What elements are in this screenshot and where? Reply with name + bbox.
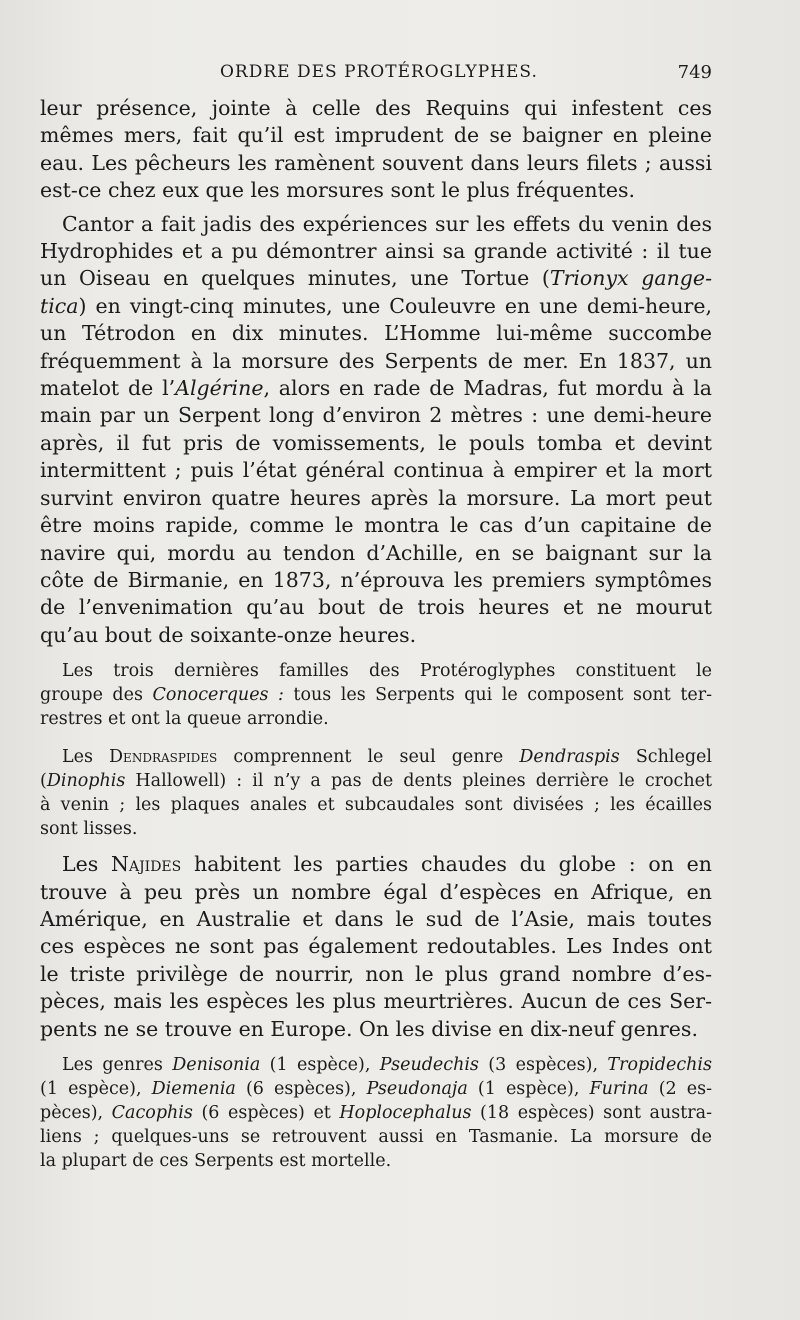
text-span: fréquemment à la morsure des Serpents de mer. En 1837, un [40, 348, 712, 373]
text-span: la plupart de ces Serpents est mortelle. [40, 1150, 392, 1171]
paragraph-gap [40, 731, 712, 745]
text-line [40, 430, 712, 457]
text-line [40, 906, 712, 933]
text-span: Amérique, en Australie et dans le sud de l’Asie, mais toutes [40, 906, 712, 931]
text-span: Les [62, 747, 110, 768]
text-line [40, 320, 712, 347]
italic-text: Pseudechis [379, 1054, 479, 1075]
text-span: (3 espèces), [478, 1054, 608, 1075]
text-span: un Tétrodon en dix minutes. L’Homme lui-même succombe [40, 321, 712, 346]
text-line [40, 745, 712, 769]
text-span: Hallowell) : il n’y a pas de dents pleines derrière le crochet [125, 771, 712, 792]
italic-text: Algérine [175, 376, 264, 401]
paragraph [40, 211, 712, 650]
text-span: pèces, mais les espèces les plus meurtrières. Aucun de ces Ser- [40, 989, 712, 1014]
text-span: pents ne se trouve en Europe. On les divise en dix-neuf genres. [40, 1016, 698, 1041]
text-line [40, 961, 712, 988]
italic-text: Tropidechis [607, 1054, 712, 1075]
text-span: sont lisses. [40, 819, 138, 840]
text-span: ces espèces ne sont pas également redoutables. Les Indes ont [40, 934, 712, 959]
paragraph-gap [40, 841, 712, 851]
text-line [40, 348, 712, 375]
text-span: tous les Serpents qui le composent sont ter- [283, 685, 712, 706]
text-line [40, 707, 712, 731]
paragraph-gap [40, 649, 712, 659]
text-line [40, 1125, 712, 1149]
italic-text: Hoplocephalus [339, 1102, 472, 1123]
italic-text: Furina [589, 1078, 649, 1099]
text-line [40, 238, 712, 265]
text-line [40, 933, 712, 960]
paragraph [40, 1053, 712, 1173]
text-span: de l’envenimation qu’au bout de trois heures et ne mourut [40, 595, 712, 620]
text-span: côte de Birmanie, en 1873, n’éprouva les premiers symptômes [40, 567, 712, 592]
text-span: habitent les parties chaudes du globe : on en [181, 852, 712, 877]
text-line [40, 817, 712, 841]
text-line [40, 375, 712, 402]
italic-text: tica [40, 293, 79, 318]
text-line [40, 1149, 712, 1173]
text-span: main par un Serpent long d’environ 2 mètres : une demi-heure [40, 403, 712, 428]
text-span: (1 espèce), [40, 1078, 152, 1099]
italic-text: Diemenia [151, 1078, 236, 1099]
text-span: (1 espèce), [260, 1054, 380, 1075]
paragraph [40, 659, 712, 731]
italic-text: Conocerques : [152, 685, 284, 706]
text-line [40, 122, 712, 149]
text-span: un Oiseau en quelques minutes, une Tortue ( [40, 266, 550, 291]
body-text [40, 95, 712, 1173]
text-line [40, 683, 712, 707]
text-span: après, il fut pris de vomissements, le pouls tomba et devint [40, 430, 712, 455]
text-span: (2 es- [648, 1078, 712, 1099]
text-span: survint environ quatre heures après la morsure. La mort peut [40, 485, 712, 510]
italic-text: Dinophis [46, 771, 126, 792]
paragraph-gap [40, 1043, 712, 1053]
text-line [40, 95, 712, 122]
text-span: , alors en rade de Madras, fut mordu à la [263, 376, 712, 401]
text-span: (18 espèces) sont austra- [471, 1102, 712, 1123]
text-line [40, 265, 712, 292]
text-span: (6 espèces), [235, 1078, 367, 1099]
running-title: ORDRE DES PROTÉROGLYPHES. [220, 62, 538, 82]
text-span: Les [62, 852, 112, 877]
italic-text: Trionyx gange- [549, 266, 712, 291]
text-line [40, 485, 712, 512]
text-span: Schlegel [619, 747, 712, 768]
text-span: eau. Les pêcheurs les ramènent souvent dans leurs filets ; aussi [40, 150, 712, 175]
text-span: à venin ; les plaques anales et subcaudales sont divisées ; les écailles [40, 795, 712, 816]
text-line [40, 1016, 712, 1043]
text-line [40, 177, 712, 204]
text-span: est-ce chez eux que les morsures sont le plus fréquentes. [40, 178, 635, 203]
text-line [40, 851, 712, 878]
page-number: 749 [677, 62, 712, 83]
italic-text: Dendraspis [519, 747, 620, 768]
text-line [40, 1053, 712, 1077]
text-line [40, 150, 712, 177]
text-span: (1 espèce), [467, 1078, 590, 1099]
text-line [40, 622, 712, 649]
page-header [40, 62, 712, 92]
text-span: intermittent ; puis l’état général continua à empirer et la mort [40, 458, 712, 483]
text-line [40, 1101, 712, 1125]
italic-text: Pseudonaja [366, 1078, 468, 1099]
paragraph [40, 95, 712, 205]
text-line [40, 567, 712, 594]
text-line [40, 540, 712, 567]
text-span: Les trois dernières familles des Protéroglyphes constituent le [62, 661, 712, 682]
text-span: Les genres [62, 1054, 173, 1075]
italic-text: Denisonia [172, 1054, 261, 1075]
text-line [40, 402, 712, 429]
text-span: groupe des [40, 685, 153, 706]
text-line [40, 793, 712, 817]
text-span: qu’au bout de soixante-onze heures. [40, 622, 417, 647]
text-span: le triste privilège de nourrir, non le plus grand nombre d’es- [40, 961, 712, 986]
text-line [40, 988, 712, 1015]
italic-text: Cacophis [111, 1102, 193, 1123]
text-span: leur présence, jointe à celle des Requins qui infestent ces [40, 96, 712, 120]
text-line [40, 594, 712, 621]
text-span: navire qui, mordu au tendon d’Achille, en se baignant sur la [40, 540, 712, 565]
text-line [40, 457, 712, 484]
text-span: comprennent le seul genre [217, 747, 520, 768]
text-line [40, 211, 712, 238]
text-span: matelot de l’ [40, 376, 176, 401]
text-line [40, 512, 712, 539]
text-span: restres et ont la queue arrondie. [40, 709, 329, 730]
paragraph [40, 745, 712, 841]
text-line [40, 659, 712, 683]
text-span: Cantor a fait jadis des expériences sur les effets du venin des [62, 211, 712, 236]
text-span: trouve à peu près un nombre égal d’espèces en Afrique, en [40, 879, 712, 904]
text-span: liens ; quelques-uns se retrouvent aussi en Tasmanie. La morsure de [40, 1126, 712, 1147]
paragraph [40, 851, 712, 1043]
text-span: Hydrophides et a pu démontrer ainsi sa grande activité : il tue [40, 239, 712, 264]
text-span: pèces), [40, 1102, 112, 1123]
text-span: mêmes mers, fait qu’il est imprudent de se baigner en pleine [40, 123, 712, 148]
text-span: (6 espèces) et [192, 1102, 340, 1123]
text-line [40, 293, 712, 320]
small-caps-text: Najides [111, 852, 182, 877]
text-span: être moins rapide, comme le montra le cas d’un capitaine de [40, 513, 712, 538]
text-line [40, 879, 712, 906]
small-caps-text: Dendraspides [109, 747, 218, 768]
text-line [40, 1077, 712, 1101]
text-line [40, 769, 712, 793]
text-span: ( [40, 771, 47, 792]
text-span: ) en vingt-cinq minutes, une Couleuvre en une demi-heure, [78, 293, 712, 318]
